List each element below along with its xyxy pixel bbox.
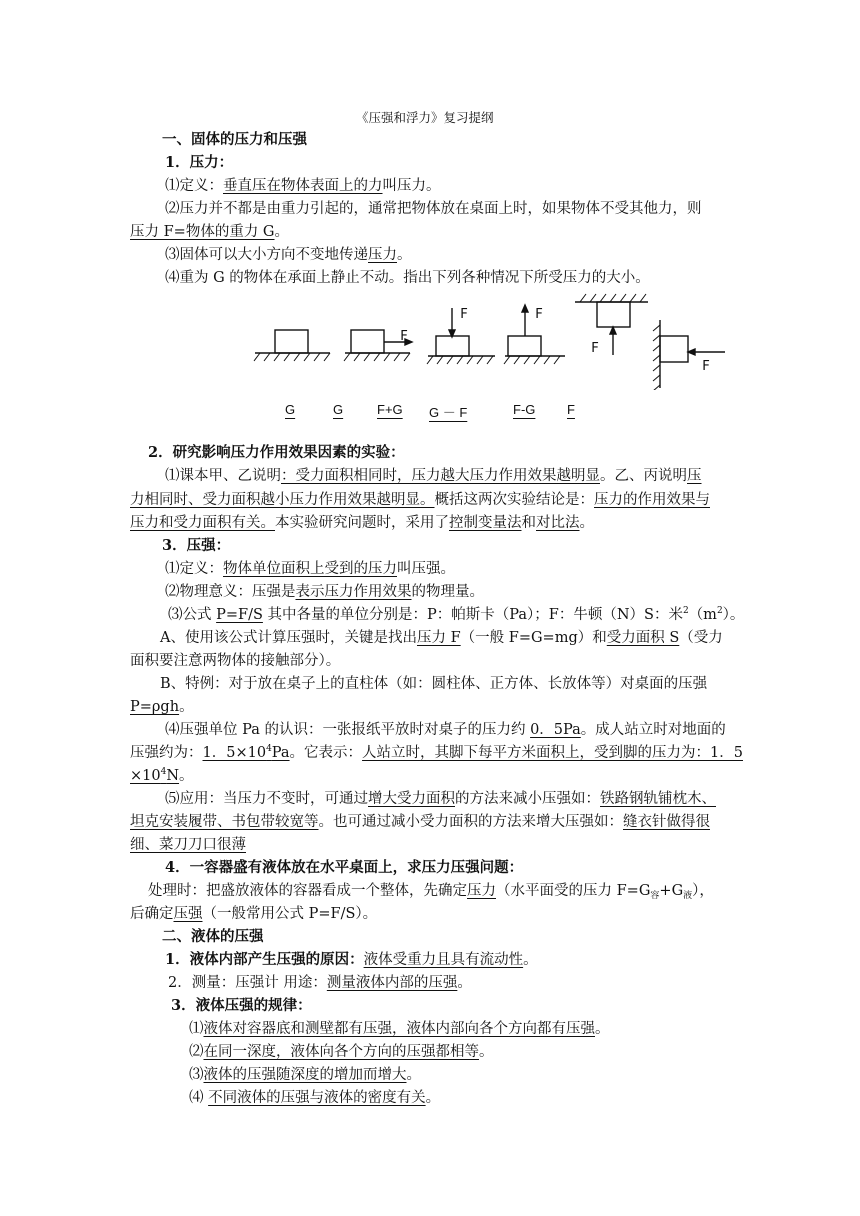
answer bbox=[377, 402, 403, 417]
figure-label: F bbox=[460, 307, 468, 322]
container-line1 bbox=[148, 881, 714, 901]
answer-blank: F-G bbox=[513, 402, 536, 417]
pressure-formula bbox=[168, 605, 744, 625]
text: ⑵ bbox=[189, 1044, 204, 1060]
text: 。乙、丙说明 bbox=[600, 468, 687, 484]
text: （一般常用公式 P=F/S）。 bbox=[202, 906, 378, 922]
answer-blank: G bbox=[333, 402, 344, 417]
text: ⑶公式 bbox=[168, 607, 217, 623]
answer bbox=[333, 402, 343, 417]
figure-label: F bbox=[591, 341, 599, 356]
document-title: 《压强和浮力》复习提纲 bbox=[356, 110, 494, 125]
pressure-note-a2: 面积要注意两物体的接触部分）。 bbox=[130, 653, 341, 669]
liquid-rule-3 bbox=[189, 1065, 421, 1085]
answer-blank: 压力的作用效果与 bbox=[594, 492, 710, 508]
answer-blank: 增大受力面积 bbox=[368, 791, 455, 807]
topic-experiment: 2．研究影响压力作用效果因素的实验： bbox=[148, 444, 405, 461]
text: 。 bbox=[523, 952, 538, 968]
pressure-application-line3 bbox=[130, 835, 246, 855]
text: 和 bbox=[521, 515, 536, 531]
answer-blank: 在同一深度，液体向各个方向的压强都相等 bbox=[203, 1044, 479, 1060]
pressure-note-b2 bbox=[130, 697, 194, 717]
text: ⑵物理意义：压强是 bbox=[165, 584, 296, 600]
text: ⑷ bbox=[189, 1090, 209, 1106]
text: 概括这两次实验结论是： bbox=[434, 492, 594, 508]
subscript: 液 bbox=[683, 891, 693, 901]
answer-blank: 不同液体的压强与液体的密度有关 bbox=[208, 1090, 426, 1106]
pressure-unit-line1 bbox=[165, 720, 726, 740]
answer-blank: 物体单位面积上受到的压力 bbox=[223, 561, 397, 577]
text: ⑴课本甲、乙说明 bbox=[165, 468, 281, 484]
text: 的方法来减小压强如： bbox=[455, 791, 600, 807]
pressure-application-line1 bbox=[165, 789, 716, 809]
container-line2 bbox=[130, 904, 377, 924]
answer-blank: 缝衣针做得很 bbox=[623, 814, 710, 830]
experiment-line1 bbox=[165, 466, 702, 486]
text: ⑶ bbox=[189, 1067, 204, 1083]
text: 的物理量。 bbox=[411, 584, 484, 600]
experiment-line3 bbox=[130, 513, 594, 533]
text: 后确定 bbox=[130, 906, 174, 922]
answer-blank: P=F/S bbox=[216, 607, 263, 623]
liquid-rules-heading: 3．液体压强的规律： bbox=[171, 997, 312, 1014]
text: 本实验研究问题时，采用了 bbox=[275, 515, 449, 531]
answer-blank: G bbox=[285, 402, 296, 417]
answer-blank: 铁路钢轨铺枕木、 bbox=[600, 791, 716, 807]
text: ⑴ bbox=[189, 1021, 204, 1037]
answer-blank: 控制变量法 bbox=[449, 515, 522, 531]
text: 。 bbox=[397, 247, 412, 263]
answer-blank: 0．5Pa bbox=[530, 722, 581, 738]
answer-blank: 压力 F=物体的重力 G bbox=[130, 224, 275, 240]
text: +G bbox=[659, 883, 684, 899]
text: ⑴定义： bbox=[165, 561, 223, 577]
answer-blank bbox=[203, 745, 290, 761]
pressure-note-b: B、特例：对于放在桌子上的直柱体（如：圆柱体、正方体、长放体等）对桌面的压强 bbox=[160, 676, 708, 692]
force-note-line2 bbox=[130, 222, 289, 242]
force-question: ⑷重为 G 的物体在承面上静止不动。指出下列各种情况下所受压力的大小。 bbox=[165, 270, 650, 286]
text: 1．5×10 bbox=[202, 745, 267, 761]
figure-label: F bbox=[535, 307, 543, 322]
pressure-unit-line2 bbox=[130, 743, 743, 763]
answer-blank: F+G bbox=[377, 402, 403, 417]
force-note-line1: ⑵压力并不都是由重力引起的，通常把物体放在桌面上时，如果物体不受其他力，则 bbox=[165, 201, 702, 217]
answer bbox=[429, 402, 467, 421]
answer-blank: 垂直压在物体表面上的力 bbox=[223, 178, 383, 194]
answer-blank: 细、菜刀刀口很薄 bbox=[130, 837, 246, 853]
text: ）。 bbox=[722, 607, 745, 623]
section-1-heading: 一、固体的压力和压强 bbox=[162, 131, 307, 148]
text: 。 bbox=[406, 1067, 421, 1083]
liquid-rule-4 bbox=[189, 1088, 440, 1108]
answer-blank: 液体对容器底和测壁都有压强，液体内部向各个方向都有压强 bbox=[203, 1021, 595, 1037]
text: （一般 F=G=mg）和 bbox=[460, 630, 607, 646]
superscript: 2 bbox=[682, 606, 689, 616]
superscript: 2 bbox=[716, 606, 723, 616]
text: ）， bbox=[692, 883, 714, 899]
figure-label: F bbox=[400, 329, 408, 344]
text: 。 bbox=[595, 1021, 610, 1037]
answer-blank: 液体的压强随深度的增加而增大 bbox=[203, 1067, 407, 1083]
answer-blank: 液体受重力且具有流动性 bbox=[363, 952, 524, 968]
text: （水平面受的压力 F=G bbox=[496, 883, 651, 899]
text: ×10 bbox=[130, 768, 161, 784]
answer-blank bbox=[130, 768, 179, 784]
answer-blank: 压力 bbox=[368, 247, 397, 263]
figure-label: F bbox=[702, 359, 710, 374]
answer-blank: 力相同时、受力面积越小压力作用效果越明显。 bbox=[130, 492, 435, 508]
text: ⑸应用：当压力不变时，可通过 bbox=[165, 791, 368, 807]
text: A、使用该公式计算压强时，关键是找出 bbox=[160, 630, 417, 646]
text: 2．测量：压强计 用途： bbox=[168, 975, 327, 991]
answer-blank: 测量液体内部的压强 bbox=[326, 975, 458, 991]
answer-blank: 人站立时，其脚下每平方米面积上，受到脚的压力为：1．5 bbox=[362, 745, 743, 761]
answer-blank: 压强 bbox=[173, 906, 203, 922]
text: 。 bbox=[579, 515, 594, 531]
pressure-meaning bbox=[165, 582, 484, 602]
superscript: 4 bbox=[266, 744, 272, 754]
liquid-cause bbox=[165, 950, 538, 970]
text: 其中各量的单位分别是：P：帕斯卡（Pa）；F：牛顿（N）S：米 bbox=[262, 607, 683, 623]
experiment-line2 bbox=[130, 490, 710, 510]
text: 。成人站立时对地面的 bbox=[580, 722, 726, 738]
answer-blank: 压 bbox=[687, 468, 702, 484]
answer-blank: G － F bbox=[429, 405, 468, 420]
answer-blank: 压力 bbox=[467, 883, 496, 899]
liquid-rule-1 bbox=[189, 1019, 610, 1039]
answer bbox=[285, 402, 295, 417]
answer-blank: F bbox=[567, 402, 575, 417]
text: 。也可通过减小受力面积的方法来增大压强如： bbox=[318, 814, 623, 830]
pressure-unit-line3 bbox=[130, 766, 194, 786]
topic-container: 4．一容器盛有液体放在水平桌面上，求压力压强问题： bbox=[165, 859, 524, 876]
text: （m bbox=[688, 607, 717, 623]
answer-blank: 压力 F bbox=[416, 630, 461, 646]
text: 处理时：把盛放液体的容器看成一个整体，先确定 bbox=[148, 883, 467, 899]
text: 。 bbox=[457, 975, 472, 991]
text: （受力 bbox=[679, 630, 723, 646]
text: 压强约为： bbox=[130, 745, 203, 761]
answer-blank: 坦克安装履带、书包带较宽等 bbox=[130, 814, 319, 830]
text: 。 bbox=[274, 224, 290, 240]
pressure-definition bbox=[165, 559, 455, 579]
text: 。 bbox=[179, 699, 194, 715]
topic-pressure-force: 1．压力： bbox=[165, 154, 234, 171]
text: ⑶固体可以大小方向不变地传递 bbox=[165, 247, 368, 263]
text: 。 bbox=[179, 768, 194, 784]
text: N bbox=[166, 768, 180, 784]
text: 。 bbox=[479, 1044, 494, 1060]
text: ⑷压强单位 Pa 的认识：一张报纸平放时对桌子的压力约 bbox=[165, 722, 531, 738]
force-transmit bbox=[165, 245, 412, 265]
text: 1．液体内部产生压强的原因： bbox=[165, 951, 364, 968]
text: 。 bbox=[425, 1090, 441, 1106]
answer bbox=[567, 402, 575, 417]
subscript: 容 bbox=[650, 891, 660, 901]
liquid-measure bbox=[168, 973, 472, 993]
answer-blank: 表示压力作用效果 bbox=[295, 584, 412, 600]
force-situations-figure bbox=[250, 290, 730, 390]
text: 叫压强。 bbox=[397, 561, 455, 577]
text: ⑴定义： bbox=[165, 178, 223, 194]
pressure-note-a bbox=[160, 628, 723, 648]
force-definition bbox=[165, 176, 441, 196]
answer-blank: 受力面积 S bbox=[606, 630, 680, 646]
answer bbox=[513, 402, 535, 417]
answer-blank: 对比法 bbox=[536, 515, 580, 531]
text: Pa bbox=[271, 745, 290, 761]
answer-blank: P=ρgh bbox=[130, 699, 180, 715]
section-2-heading: 二、液体的压强 bbox=[162, 928, 264, 945]
answer-blank: ：受力面积相同时，压力越大压力作用效果越明显 bbox=[281, 468, 600, 484]
answer-blank: 压力和受力面积有关。 bbox=[130, 515, 275, 531]
superscript: 4 bbox=[160, 767, 167, 777]
text: 叫压力。 bbox=[382, 178, 441, 194]
topic-pressure: 3．压强： bbox=[162, 537, 231, 554]
pressure-application-line2 bbox=[130, 812, 710, 832]
text: 。它表示： bbox=[289, 745, 363, 761]
liquid-rule-2 bbox=[189, 1042, 494, 1062]
